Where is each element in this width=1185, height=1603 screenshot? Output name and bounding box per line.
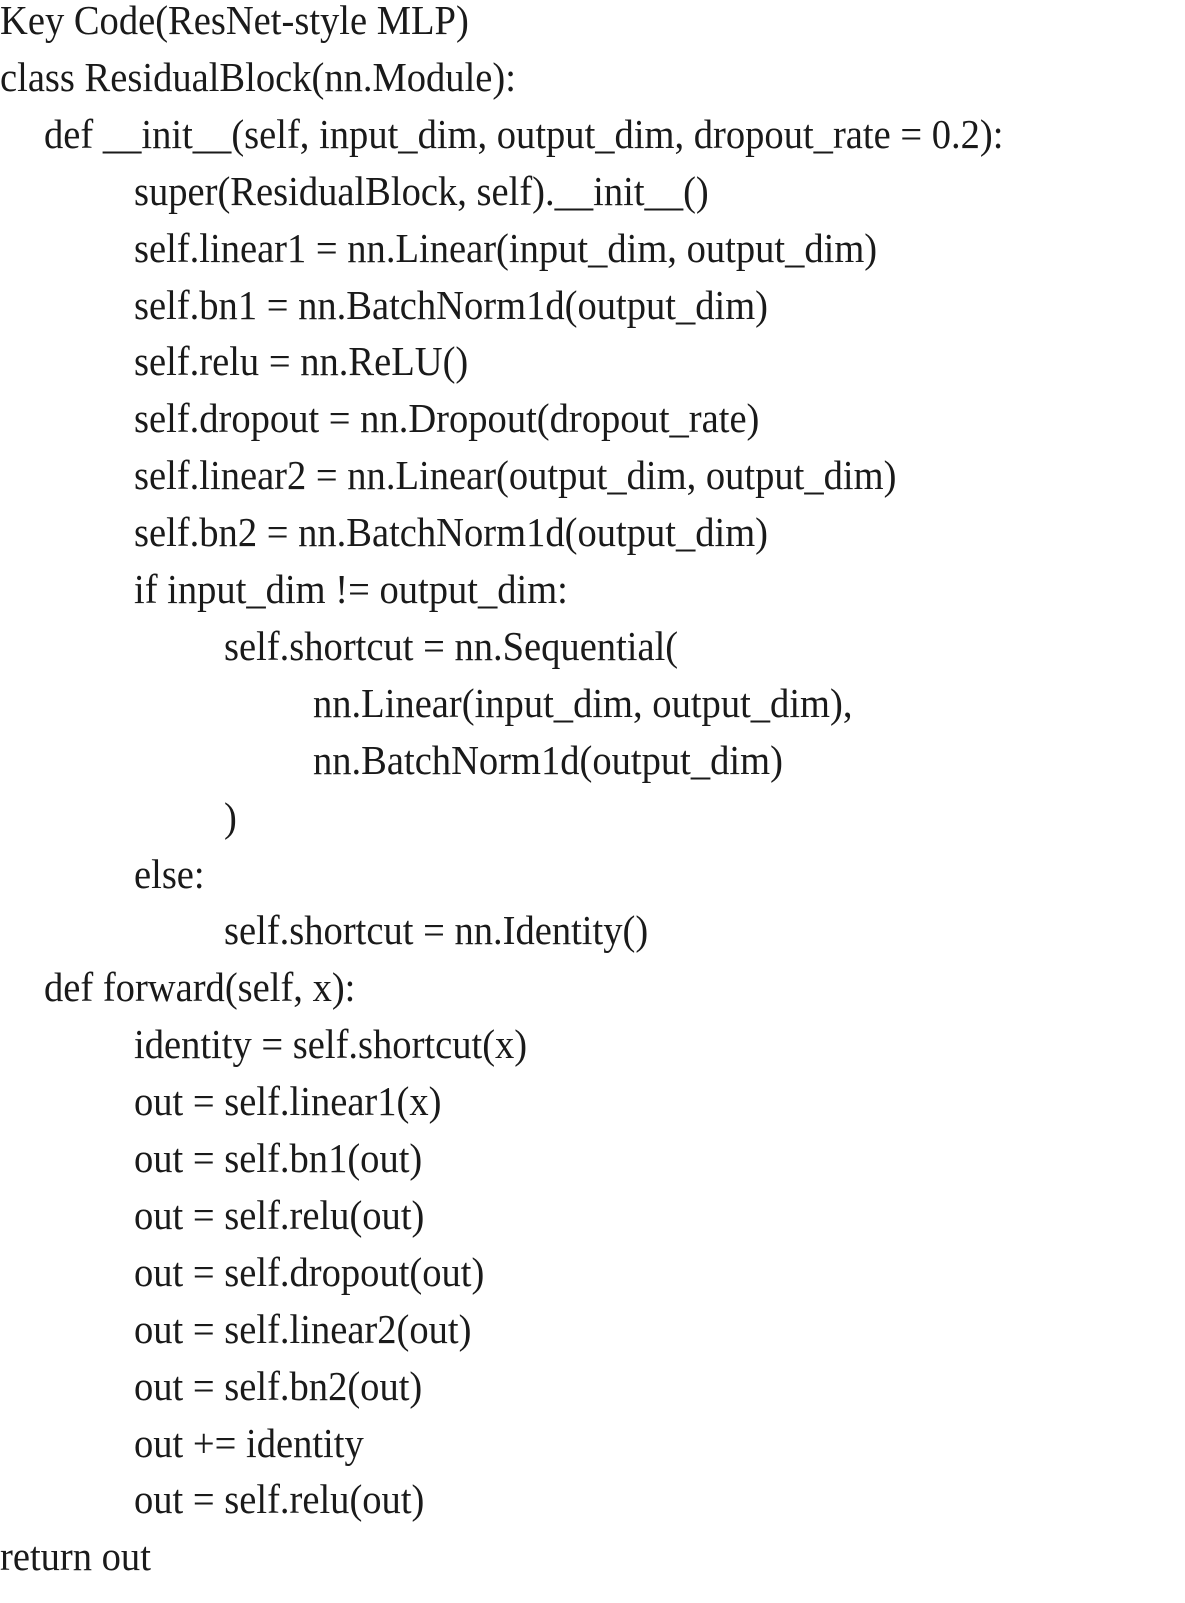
code-line: class ResidualBlock(nn.Module): <box>0 53 516 100</box>
code-line: self.bn2 = nn.BatchNorm1d(output_dim) <box>134 509 769 556</box>
code-line: out = self.relu(out) <box>134 1191 425 1238</box>
code-line: out = self.linear1(x) <box>134 1078 442 1125</box>
code-line: def forward(self, x): <box>44 964 356 1011</box>
code-line: out += identity <box>134 1419 364 1466</box>
listing-title: Key Code(ResNet-style MLP) <box>0 0 469 43</box>
code-line: else: <box>134 850 205 897</box>
code-line: self.shortcut = nn.Sequential( <box>224 622 679 669</box>
code-line: def __init__(self, input_dim, output_dim, dropout_rate = 0.2): <box>44 110 1004 157</box>
code-line: self.linear2 = nn.Linear(output_dim, output_dim) <box>134 452 897 499</box>
code-line: identity = self.shortcut(x) <box>134 1021 528 1068</box>
code-line: if input_dim != output_dim: <box>134 566 568 612</box>
code-line: self.shortcut = nn.Identity() <box>224 907 649 954</box>
code-line: self.bn1 = nn.BatchNorm1d(output_dim) <box>134 281 769 328</box>
code-line: return out <box>0 1533 151 1580</box>
code-line: out = self.linear2(out) <box>134 1305 472 1352</box>
code-line: self.relu = nn.ReLU() <box>134 338 469 385</box>
code-line: self.dropout = nn.Dropout(dropout_rate) <box>134 395 760 442</box>
code-line: nn.BatchNorm1d(output_dim) <box>313 736 783 783</box>
code-line: super(ResidualBlock, self).__init__() <box>134 167 709 214</box>
code-line: out = self.bn2(out) <box>134 1362 423 1409</box>
code-line: out = self.relu(out) <box>134 1476 425 1523</box>
code-line: nn.Linear(input_dim, output_dim), <box>313 679 853 726</box>
code-line: out = self.dropout(out) <box>134 1248 485 1295</box>
code-line: out = self.bn1(out) <box>134 1135 423 1181</box>
code-line: self.linear1 = nn.Linear(input_dim, output_dim) <box>134 224 878 271</box>
code-line: ) <box>224 793 237 840</box>
